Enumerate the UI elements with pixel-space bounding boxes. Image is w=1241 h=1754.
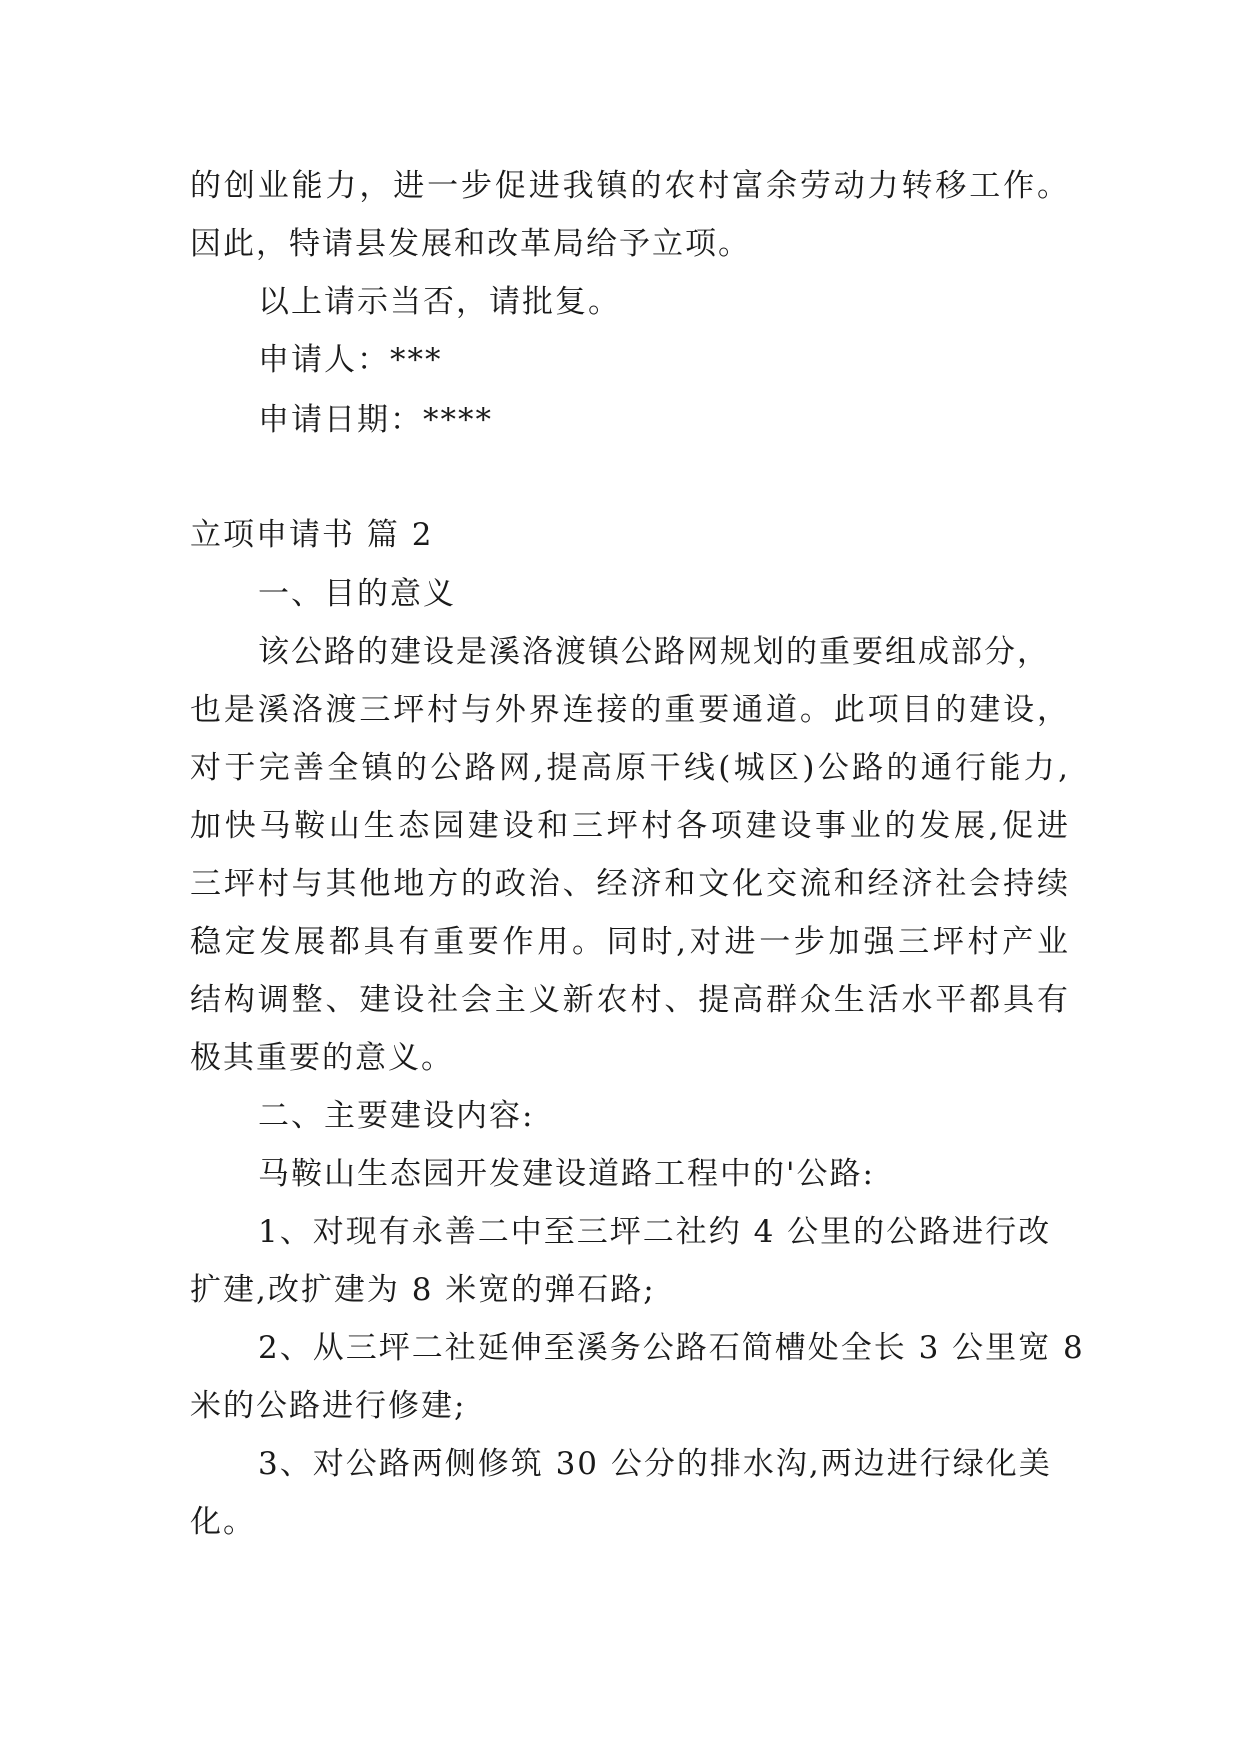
- signature-date: 申请日期：****: [258, 402, 493, 438]
- text-line: 稳定发展都具有重要作用。同时,对进一步加强三坪村产业: [190, 924, 1070, 960]
- text-line: 的创业能力，进一步促进我镇的农村富余劳动力转移工作。: [190, 168, 1070, 204]
- signature-applicant: 申请人：***: [258, 342, 443, 378]
- text-line: 极其重要的意义。: [190, 1040, 454, 1076]
- text-line: 该公路的建设是溪洛渡镇公路网规划的重要组成部分，: [258, 634, 1050, 670]
- list-item: 3、对公路两侧修筑 30 公分的排水沟,两边进行绿化美: [258, 1446, 1052, 1482]
- section-title: 立项申请书 篇 2: [190, 517, 434, 553]
- heading-purpose: 一、目的意义: [258, 576, 456, 612]
- text-line: 也是溪洛渡三坪村与外界连接的重要通道。此项目的建设，: [190, 692, 1070, 728]
- list-item: 2、从三坪二社延伸至溪务公路石简槽处全长 3 公里宽 8: [258, 1330, 1085, 1366]
- text-line: 结构调整、建设社会主义新农村、提高群众生活水平都具有: [190, 982, 1070, 1018]
- text-line: 加快马鞍山生态园建设和三坪村各项建设事业的发展,促进: [190, 808, 1070, 844]
- text-line: 以上请示当否，请批复。: [258, 284, 621, 320]
- text-line: 马鞍山生态园开发建设道路工程中的'公路:: [258, 1156, 875, 1192]
- list-item-continuation: 化。: [190, 1504, 256, 1540]
- list-item-continuation: 米的公路进行修建;: [190, 1388, 467, 1424]
- text-line: 对于完善全镇的公路网,提高原干线(城区)公路的通行能力,: [190, 750, 1070, 786]
- heading-content: 二、主要建设内容:: [258, 1098, 535, 1134]
- list-item-continuation: 扩建,改扩建为 8 米宽的弹石路;: [190, 1272, 656, 1308]
- text-line: 三坪村与其他地方的政治、经济和文化交流和经济社会持续: [190, 866, 1070, 902]
- text-line: 因此，特请县发展和改革局给予立项。: [190, 226, 751, 262]
- list-item: 1、对现有永善二中至三坪二社约 4 公里的公路进行改: [258, 1214, 1052, 1250]
